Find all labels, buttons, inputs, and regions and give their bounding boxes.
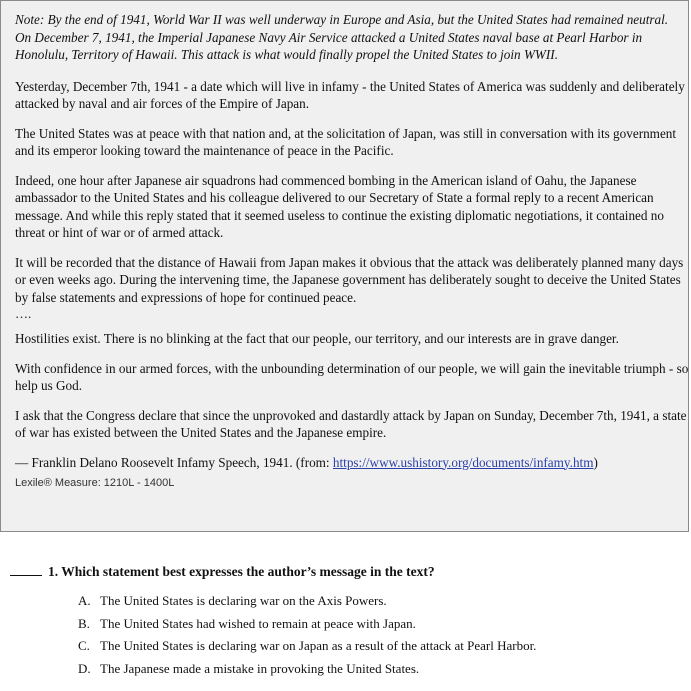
ellipsis: …. [15, 306, 32, 321]
option-a[interactable] [78, 590, 536, 613]
source-link[interactable]: https://www.ushistory.org/documents/infamy.htm [332, 454, 594, 470]
option-letter: D. [78, 660, 91, 676]
paragraph-5: Hostilities exist. There is no blinking at the fact that our people, our territory, and our interests are in grave danger. [15, 331, 619, 346]
option-text: The United States is declaring war on Japan as a result of the attack at Pearl Harbor. [100, 638, 537, 653]
option-b[interactable] [78, 613, 536, 636]
paragraph-4: It will be recorded that the distance of Hawaii from Japan makes it obvious that the attack was deliberately planned many days or even weeks ago. During the intervening time, the Japanese government has deliberately sought to deceive the United States by false statements and expressions of hope for continued peace. [15, 254, 684, 305]
option-letter: C. [78, 638, 90, 653]
answer-options [78, 590, 536, 680]
attribution-close: ) [593, 454, 598, 470]
answer-blank[interactable] [10, 575, 42, 576]
paragraph-2: The United States was at peace with that nation and, at the solicitation of Japan, was still in conversation with its government and its emperor looking toward the maintenance of peace in the Pacific. [15, 125, 677, 158]
option-d[interactable] [78, 658, 536, 681]
option-letter: B. [78, 615, 90, 631]
option-text: The Japanese made a mistake in provoking the United States. [100, 660, 420, 676]
option-text: The United States had wished to remain at peace with Japan. [100, 615, 416, 631]
question-text: 1. Which statement best expresses the author’s message in the text? [48, 564, 435, 579]
attribution [15, 454, 688, 472]
paragraph-3: Indeed, one hour after Japanese air squadrons had commenced bombing in the American island of Oahu, the Japanese ambassador to the United States and his colleague delivered to our Secretary of State a formal reply to a recent American message. And while this reply stated that it seemed useless to continue the existing diplomatic negotiations, it contained no threat or hint of war or of armed attack. [15, 172, 664, 240]
passage-note: Note: By the end of 1941, World War II was well underway in Europe and Asia, but the United States had remained neutral. On December 7, 1941, the Imperial Japanese Navy Air Service attacked a United States naval base at Pearl Harbor in Honolulu, Territory of Hawaii. This attack is what would finally propel the United States to join WWII. [15, 12, 669, 62]
lexile-measure: Lexile® Measure: 1210L - 1400L [15, 477, 175, 489]
paragraph-6: With confidence in our armed forces, with the unbounding determination of our people, we will gain the inevitable triumph - so help us God. [15, 360, 689, 393]
option-c[interactable] [78, 635, 536, 658]
option-letter: A. [78, 593, 91, 608]
paragraph-7: I ask that the Congress declare that since the unprovoked and dastardly attack by Japan on Sunday, December 7th, 1941, a state of war has existed between the United States and the Japanese empire. [15, 407, 687, 440]
paragraph-1: Yesterday, December 7th, 1941 - a date which will live in infamy - the United States of America was suddenly and deliberately attacked by naval and air forces of the Empire of Japan. [15, 78, 685, 111]
option-text: The United States is declaring war on the Axis Powers. [100, 593, 387, 608]
question-1 [10, 564, 435, 580]
attribution-text: — Franklin Delano Roosevelt Infamy Speech, 1941. (from: [15, 454, 333, 470]
